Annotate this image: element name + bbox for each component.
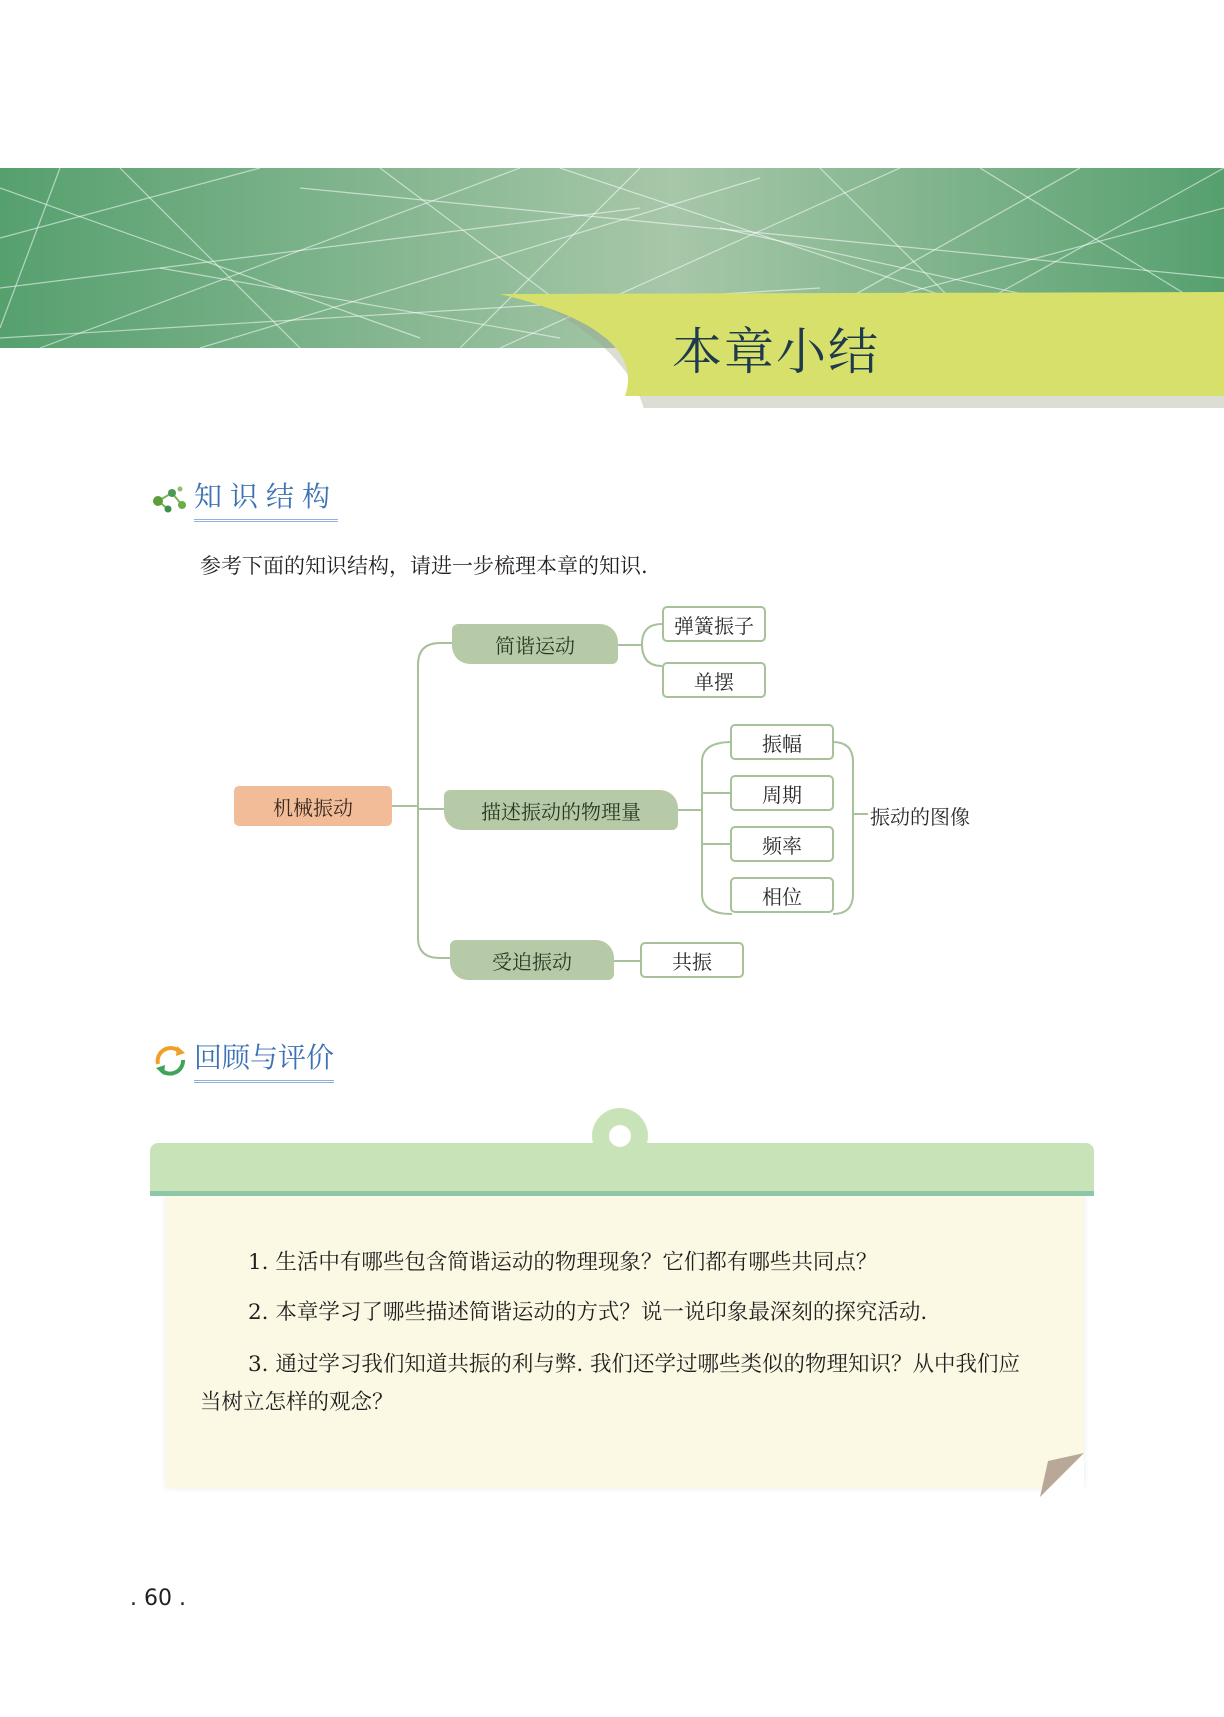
concept-leaf-node-pendulum: 单摆 [662,662,766,698]
concept-leaf-node-period: 周期 [730,775,834,811]
page-curl-icon [1040,1453,1084,1497]
concept-leaf-node-spring-oscillator: 弹簧振子 [662,606,766,642]
review-question: 2. 本章学习了哪些描述简谐运动的方式？说一说印象最深刻的探究活动. [248,1300,928,1325]
concept-leaf-node-amplitude: 振幅 [730,724,834,760]
refresh-cycle-icon [150,1040,190,1080]
review-card-body [166,1188,1084,1488]
molecule-icon [150,479,190,519]
concept-root-node: 机械振动 [234,786,392,826]
concept-leaf-node-frequency: 频率 [730,826,834,862]
review-section-title: 回顾与评价 [194,1036,334,1083]
review-section-heading [150,1036,334,1083]
concept-map [228,600,1018,980]
concept-branch-node-forced-vibration: 受迫振动 [450,940,614,980]
review-card-ring [592,1108,648,1164]
review-question: 3. 通过学习我们知道共振的利与弊. 我们还学过哪些类似的物理知识？从中我们应当树立怎样的观念？ [200,1352,1021,1415]
concept-summary-label: 振动的图像 [870,805,970,829]
knowledge-section-title: 知识结构 [194,475,338,522]
concept-branch-node-vibration-quantities: 描述振动的物理量 [444,790,678,830]
chapter-banner [0,168,1224,408]
review-question: 1. 生活中有哪些包含简谐运动的物理现象？它们都有哪些共同点？ [248,1250,878,1275]
concept-branch-node-simple-harmonic: 简谐运动 [452,624,618,664]
knowledge-section-heading [150,475,338,522]
concept-leaf-node-resonance: 共振 [640,942,744,978]
knowledge-intro: 参考下面的知识结构，请进一步梳理本章的知识. [200,554,648,578]
concept-leaf-node-phase: 相位 [730,877,834,913]
page-number: . 60 . [130,1586,186,1611]
chapter-title: 本章小结 [672,323,880,381]
